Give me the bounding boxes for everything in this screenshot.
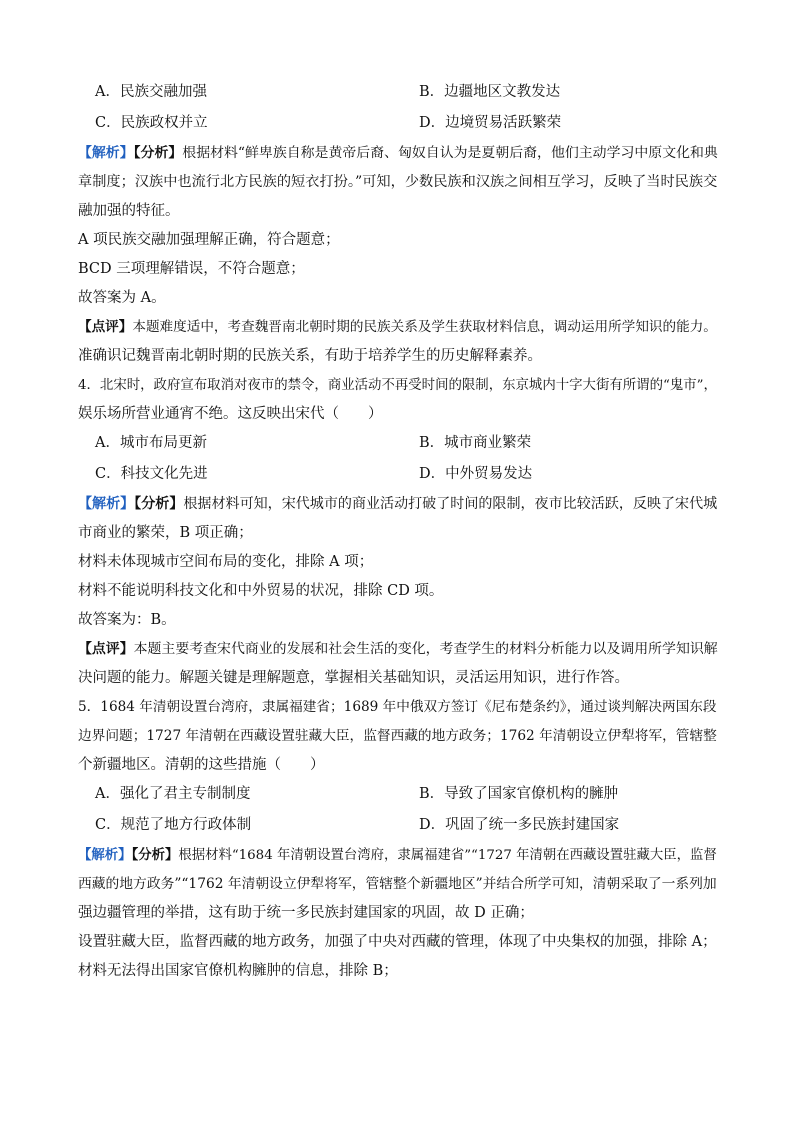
q5-analysis-tag: 【解析】 <box>78 847 132 863</box>
q4-stem-line-1: 4．北宋时，政府宣布取消对夜市的禁令，商业活动不再受时间的限制，东京城内十字大街有所谓的“鬼市”， <box>78 378 717 393</box>
q4-analysis-line-1 <box>78 490 718 519</box>
q5-option-a: A．强化了君主专制制度 <box>95 786 251 802</box>
q3-comment-text-1: 本题难度适中，考查魏晋南北朝时期的民族关系及学生获取材料信息，调动运用所学知识的能力。 <box>132 319 717 335</box>
q3-analysis-sub-tag: 【分析】 <box>133 145 183 161</box>
q3-analysis-line-3: 融加强的特征。 <box>78 203 180 219</box>
q4-stem-line-2: 娱乐场所营业通宵不绝。这反映出宋代（ ） <box>78 406 383 422</box>
q3-comment-line-2: 准确识记魏晋南北朝时期的民族关系，有助于培养学生的历史解释素养。 <box>78 348 542 364</box>
q4-option-a: A．城市布局更新 <box>95 435 207 451</box>
q3-option-a: A．民族交融加强 <box>95 84 207 100</box>
q4-option-row-1 <box>78 429 718 460</box>
q5-analysis-line-5: 材料无法得出国家官僚机构臃肿的信息，排除 B； <box>78 963 398 979</box>
q5-analysis-sub-tag: 【分析】 <box>131 847 179 863</box>
q4-comment-text-1: 本题主要考查宋代商业的发展和社会生活的变化，考查学生的材料分析能力以及调用所学知识解 <box>133 641 718 657</box>
q5-option-row-2 <box>78 811 718 842</box>
q4-analysis-text-1: 根据材料可知，宋代城市的商业活动打破了时间的限制，夜市比较活跃，反映了宋代城 <box>183 496 718 512</box>
q4-option-row-2 <box>78 460 718 491</box>
q3-analysis-tag: 【解析】 <box>78 145 134 161</box>
q5-option-d: D．巩固了统一多民族封建国家 <box>419 816 620 833</box>
q3-comment-line-1 <box>78 313 718 342</box>
q4-option-d: D．中外贸易发达 <box>419 465 533 482</box>
q5-option-b: B．导致了国家官僚机构的臃肿 <box>419 786 619 802</box>
q5-stem-line-3: 个新疆地区。清朝的这些措施（ ） <box>78 757 325 773</box>
q3-option-c: C．民族政权并立 <box>95 114 208 131</box>
q5-analysis-line-3: 强边疆管理的举措，这有助于统一多民族封建国家的巩固，故 D 正确； <box>78 905 534 921</box>
q3-analysis-line-2: 章制度；汉族中也流行北方民族的短衣打扮。”可知，少数民族和汉族之间相互学习，反映了当时民族交 <box>78 174 718 190</box>
q4-analysis-tag: 【解析】 <box>78 496 135 512</box>
page-content <box>78 78 718 986</box>
q3-analysis-line-4: A 项民族交融加强理解正确，符合题意； <box>78 232 340 248</box>
q4-comment-tag: 【点评】 <box>78 641 134 657</box>
q5-analysis-line-1 <box>78 841 718 870</box>
q3-comment-tag: 【点评】 <box>78 319 133 335</box>
q5-stem-line-1: 5．1684 年清朝设置台湾府，隶属福建省；1689 年中俄双方签订《尼布楚条约》，通过谈判解决两国东段 <box>78 699 717 715</box>
q3-analysis-line-5: BCD 三项理解错误，不符合题意； <box>78 261 305 277</box>
q3-analysis-text-1: 根据材料“鲜卑族自称是黄帝后裔、匈奴自认为是夏朝后裔，他们主动学习中原文化和典 <box>182 145 718 161</box>
q3-option-b: B．边疆地区文教发达 <box>419 84 561 100</box>
q5-analysis-text-1: 根据材料“1684 年清朝设置台湾府，隶属福建省”“1727 年清朝在西藏设置驻藏大臣，监督 <box>178 848 717 863</box>
q4-comment-line-2: 决问题的能力。解题关键是理解题意，掌握相关基础知识，灵活运用知识，进行作答。 <box>78 670 629 686</box>
q4-option-c: C．科技文化先进 <box>95 465 208 482</box>
q4-comment-line-1 <box>78 635 718 664</box>
q4-analysis-line-5: 故答案为：B。 <box>78 612 176 628</box>
q5-option-row-1 <box>78 780 718 811</box>
q5-stem-line-2: 边界问题；1727 年清朝在西藏设置驻藏大臣，监督西藏的地方政务；1762 年清朝设立伊犁将军，管辖整 <box>78 728 717 744</box>
q3-option-d: D．边境贸易活跃繁荣 <box>419 114 562 131</box>
q3-option-row-1 <box>78 78 718 109</box>
q4-analysis-line-3: 材料未体现城市空间布局的变化，排除 A 项； <box>78 554 374 570</box>
q4-analysis-line-2: 市商业的繁荣，B 项正确； <box>78 525 253 541</box>
q3-option-row-2 <box>78 109 718 140</box>
q3-analysis-line-1 <box>78 139 718 168</box>
q4-analysis-line-4: 材料不能说明科技文化和中外贸易的状况，排除 CD 项。 <box>78 583 444 599</box>
q3-analysis-line-6: 故答案为 A。 <box>78 290 166 306</box>
q4-analysis-sub-tag: 【分析】 <box>134 496 184 512</box>
q5-option-c: C．规范了地方行政体制 <box>95 816 252 833</box>
q4-option-b: B．城市商业繁荣 <box>419 435 532 451</box>
q5-analysis-line-4: 设置驻藏大臣，监督西藏的地方政务，加强了中央对西藏的管理，体现了中央集权的加强，排除 A； <box>78 934 717 950</box>
q5-analysis-line-2: 西藏的地方政务”“1762 年清朝设立伊犁将军，管辖整个新疆地区”并结合所学可知，清朝采取了一系列加 <box>78 876 717 892</box>
